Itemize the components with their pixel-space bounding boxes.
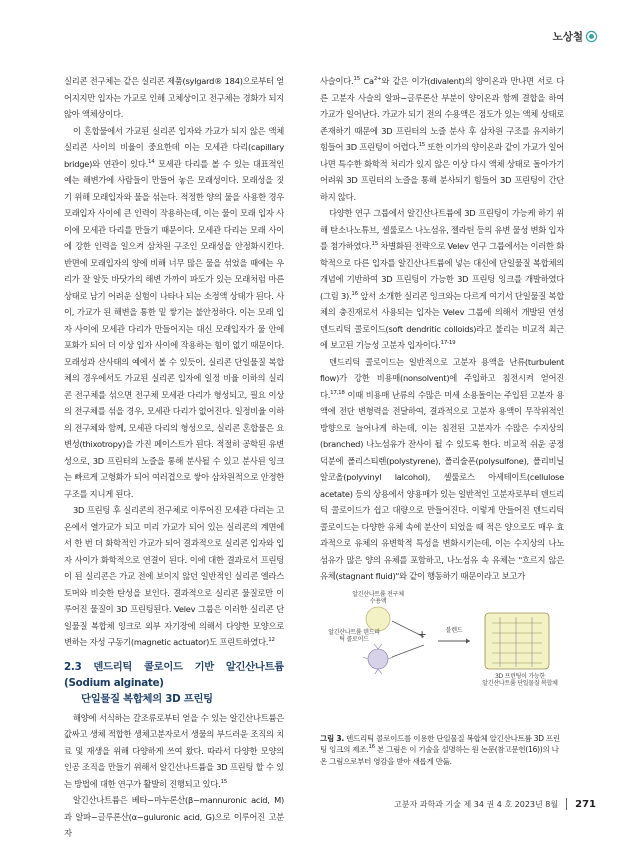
circle-bullet-icon [587, 32, 596, 41]
paragraph: 다양한 연구 그룹에서 알긴산나트륨에 3D 프린팅이 가능케 하기 위해 탄소나노튜브, 셀룰로스 나노섬유, 젤라틴 등의 유변 물성 변화 입자를 첨가하였다.$^{15}$ 차별화된 전략으로 Velev 연구 그룹에서는 이러한 화학적으로 다른 입자를 알긴산나트륨에 넣는 대신에 단일물질 복합체의 개념에 기반하여 3D 프린팅이 가능한 3D 프린팅 잉크를 개발하였다(그림 3).$^{16}$ 앞서 소개한 실리콘 잉크와는 다르게 여기서 단일물질 복합체의 충진재로서 사용되는 입자는 Velev 그룹에 의해서 개발된 연성 덴드리틱 콜로이드(soft dendritic colloids)라고 불리는 비교적 최근에 보고된 기능성 고분자 입자이다.$^{17-19}$ [320, 208, 564, 350]
paragraph: 덴드리틱 콜로이드는 일반적으로 고분자 용액을 난류(turbulent flow)가 강한 비용매(nonsolvent)에 주입하고 침전시켜 얻어진다.$^{17,18}$ 이때 비용매 난류의 수많은 미세 소용돌이는 주입된 고분자 용액에 전단 변형력을 전달하여, 결과적으로 고분자 용액이 무작위적인 방향으로 늘어나게 하는데, 이는 침전된 고분자가 수많은 수지상의(branched) 나노섬유가 잔사이 될 수 있도록 한다. 비교적 쉬운 공정 덕분에 폴리스티렌(polystyrene), 폴리술폰(polysulfone), 폴리비닐 알코올(polyvinyl lalcohol), 셀룰로스 아세테이트(cellulose acetate) 등의 상용에서 양용매가 있는 일반적인 고분자로부터 덴드리틱 콜로이드가 쉽고 대량으로 만들어진다. 이렇게 만들어진 덴드리틱 콜로이드는 다양한 유체 속에 분산이 되었을 때 적은 양으로도 매우 효과적으로 유체의 유변학적 특성을 변화시키는데, 이는 수지상의 나노섬유가 많은 양의 유체를 포함하고, 나노섬유 속 유체는 "흐르지 않은 유체(stagnant fluid)"와 같이 행동하기 때문이라고 보고가 [320, 356, 564, 581]
paragraph: 사슬이다.$^{15}$ $Ca^{2+}$와 같은 이가(divalent)의 양이온과 만나면 서로 다른 고분자 사슬의 알파−글루론산 부분이 양이온과 함께 결합을 하여 가교가 일어난다. 가교가 되기 전의 수용액은 점도가 있는 액체 상태로 존재하기 때문에 3D 프린터의 노즐 분사 후 삼차원 구조를 유지하기 힘들어 3D 프린팅이 어렵다.$^{15}$ 또한 이가의 양이온과 같이 가교가 일어나면 특수한 화학적 처리가 있지 않은 이상 다시 액체 상태로 돌아가기 어려워 3D 프린터의 노즐을 통해 분사되기 힘들어 3D 프린팅이 간단하지 않다. [320, 76, 564, 202]
paragraph: 해양에 서식하는 갈조류로부터 얻을 수 있는 알긴산나트륨은 값싸고 생체 적합한 생체고분자로서 생물의 부드러운 조직의 치료 및 재생을 위해 다양하게 쓰여 왔다. 따라서 다양한 모양의 인공 조직을 만들기 위해서 알긴산나트륨을 3D 프린팅 할 수 있는 방법에 대한 연구가 활발히 진행되고 있다.$^{15}$ [64, 712, 284, 789]
label-3d-printable-composite: 3D 프린팅이 가능한 알긴산나트륨 단일물질 복합체 [482, 672, 558, 687]
alginate-droplet-icon [366, 607, 390, 631]
footer-divider [566, 798, 567, 810]
section-heading: 2.3 덴드리틱 콜로이드 기반 알긴산나트륨(Sodium alginate) 단일물질 복합체의 3D 프린팅 [64, 660, 284, 705]
printed-structure-icon [485, 613, 549, 669]
right-column [320, 73, 564, 767]
label-alginate-precursor: 알긴산나트륨 전구체 수용액 [352, 590, 404, 605]
paragraph: 이 혼합물에서 가교된 실리콘 입자와 가교가 되지 않은 액체 실리콘 사이의 비율이 중요한데 이는 모세관 다리(capillary bridge)와 연관이 있다.$^{14}$ 모세관 다리를 볼 수 있는 대표적인 예는 해변가에 사람들이 만들어 놓은 모래성이다. 모래성을 짓기 위해 모래입자와 물을 섞는다. 적정한 양의 물을 사용한 경우 모래입자 사이에 큰 인력이 작용하는데, 이는 물이 모래 입자 사이에 모세관 다리를 만들기 때문이다. 모세관 다리는 모래 사이에 강한 인력을 일으켜 삼차원 구조인 모래성을 안정화시킨다. 반면에 모래입자의 양에 비해 너무 많은 물을 섞었을 때에는 우리가 잘 알듯 바닷가의 해변 가까이 파도가 있는 모래처럼 마른 상태로 남기 어려운 실험이 나타나 되는 소정액 상태가 된다. 사이, 가교가 된 해변을 통한 밑 쌓기는 불안정하다. 이는 모래 입자 사이에 모세관 다리가 만들어지는 대신 모래입자가 물 안에 포화가 되어 더 이상 입자 사이에 작용하는 힘이 없기 때문이다. 모래성과 산사태의 예에서 볼 수 있듯이, 실리콘 단일물질 복합체의 경우에서도 가교된 실리콘 입자에 일정 비율 이하의 실리콘 전구체를 섞으면 전구체 모세관 다리가 형성되고, 필요 이상의 전구체를 섞을 경우, 모세관 다리가 없어진다. 일정비율 이하의 전구체와 함께, 모세관 다리의 형성으로, 실리콘 혼합물은 요변성(thixotropy)을 가진 페이스트가 된다. 적절히 공학된 유변성으로, 3D 프린터의 노즐을 통해 분사될 수 있고 분사된 잉크는 빠르게 고형화가 되어 여러겹으로 쌓아 삼차원적으로 안정한 구조를 지니게 된다. [64, 125, 284, 499]
figure-caption: 그림 3. 덴드리틱 콜로이드를 이용한 단일물질 복합체 알긴산나트륨 3D 프린팅 잉크의 제조.$^{16}$ 본 그림은 이 기술을 설명하는 원 논문(참고문헌(16))의 나온 그림으로부터 영감을 받아 새롭게 만듦. [320, 733, 560, 766]
paragraph: 실리콘 전구체는 같은 실리콘 제품(sylgard® 184)으로부터 얻어지지만 입자는 가교로 인해 고체상이고 전구체는 경화가 되지 않아 액체상이다. [64, 76, 284, 119]
label-plus: + [417, 627, 427, 641]
running-head [553, 29, 596, 44]
left-column [64, 73, 284, 842]
page-number: 271 [575, 798, 596, 810]
journal-info: 고분자 과학과 기술 제 34 권 4 호 2023년 8월 [394, 799, 559, 809]
label-blend: 블렌드 [445, 626, 463, 634]
running-head-author: 노상철 [552, 31, 583, 43]
dendritic-colloid-icon [363, 644, 393, 674]
label-dendritic-colloid: 알긴산나트륨 덴드리틱 콜로이드 [328, 628, 380, 643]
page-footer [394, 798, 596, 810]
paragraph: 알긴산나트륨은 베타−마누론산(β−mannuronic acid, M)과 알파−글루론산(α−guluronic acid, G)으로 이루어진 고분자 [64, 795, 284, 838]
figure-3 [320, 590, 564, 733]
arrow-icon [392, 645, 424, 657]
paragraph: 3D 프린팅 후 실리콘의 전구체로 이루어진 모세관 다리는 고온에서 열가교가 되고 미리 가교가 되어 있는 실리콘의 계면에서 한 번 더 화학적인 가교가 되어 결과적으로 실리콘 입자와 입자 사이가 화학적으로 연결이 된다. 이에 대한 결과로서 프린팅이 된 실리콘은 가교 전에 보이지 않던 일반적인 실리콘 엘라스토머와 비슷한 탄성을 보인다. 결과적으로 실리콘 물질로만 이루어진 물질이 3D 프린팅된다. Velev 그룹은 이러한 실리콘 단일물질 복합체 잉크로 외부 자기장에 의해서 다양한 모양으로 변하는 자성 구동기(magnetic actuator)도 프린트하였다.$^{12}$ [64, 505, 284, 647]
